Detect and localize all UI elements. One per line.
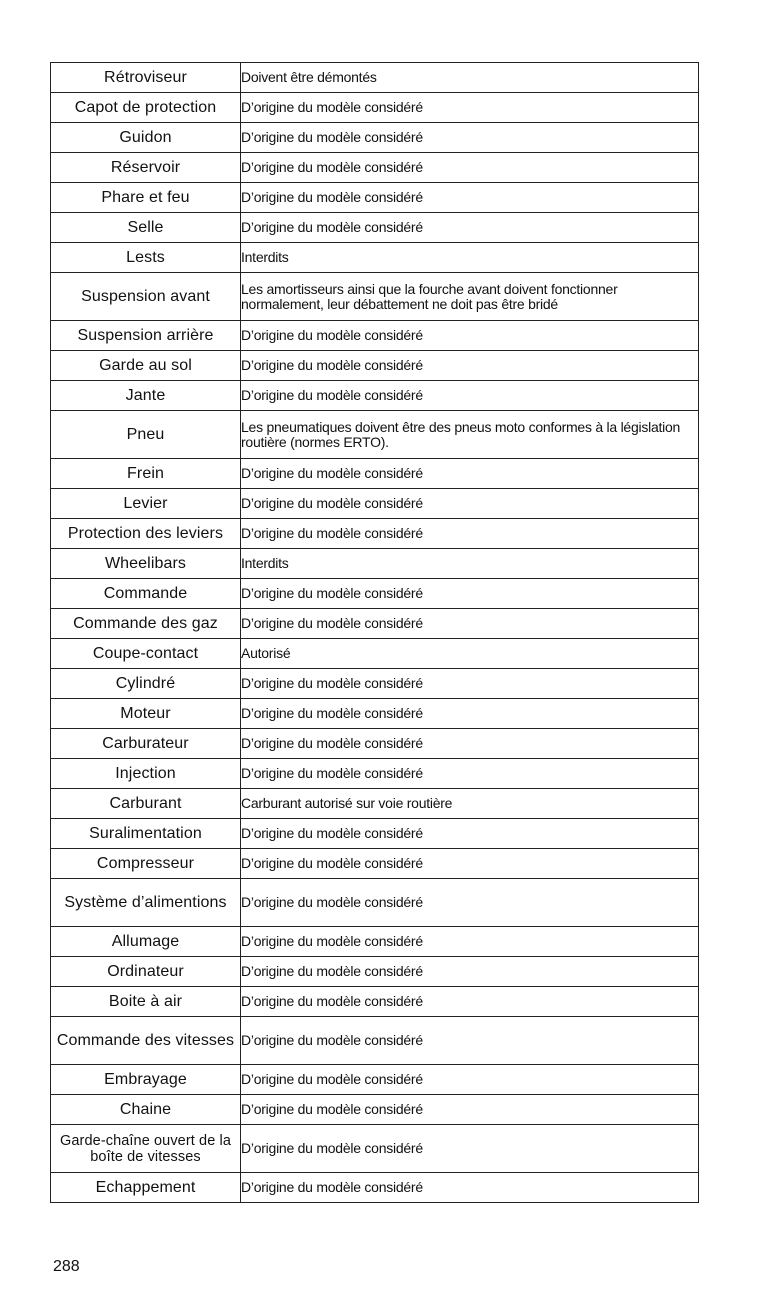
row-value: D’origine du modèle considéré [241,759,699,789]
row-label: Chaine [51,1095,241,1125]
table-row [51,153,699,183]
table-row [51,243,699,273]
table-row [51,123,699,153]
table-row [51,381,699,411]
table-row [51,699,699,729]
row-value: D’origine du modèle considéré [241,381,699,411]
table-row [51,1095,699,1125]
table-row [51,879,699,927]
table-row [51,759,699,789]
table-row [51,93,699,123]
table-row [51,183,699,213]
row-label: Commande des gaz [51,609,241,639]
row-value: D’origine du modèle considéré [241,927,699,957]
row-value: D’origine du modèle considéré [241,729,699,759]
table-row [51,549,699,579]
table-row [51,351,699,381]
row-label: Suralimentation [51,819,241,849]
row-value: D’origine du modèle considéré [241,699,699,729]
row-label: Suspension arrière [51,321,241,351]
row-value: Les amortisseurs ainsi que la fourche avant doivent fonctionner normalement, leur débattement ne doit pas être bridé [241,273,699,321]
table-row [51,1017,699,1065]
row-value: D’origine du modèle considéré [241,669,699,699]
table-row [51,459,699,489]
table-row [51,1065,699,1095]
row-label: Capot de protection [51,93,241,123]
row-value: D’origine du modèle considéré [241,879,699,927]
table-row [51,609,699,639]
row-label: Embrayage [51,1065,241,1095]
table-row [51,987,699,1017]
table-row [51,321,699,351]
row-label: Compresseur [51,849,241,879]
row-value: D’origine du modèle considéré [241,213,699,243]
row-value: D’origine du modèle considéré [241,609,699,639]
row-label: Frein [51,459,241,489]
row-label: Selle [51,213,241,243]
table-row [51,639,699,669]
row-label: Injection [51,759,241,789]
table-row [51,489,699,519]
table-row [51,819,699,849]
row-label: Echappement [51,1173,241,1203]
table-row [51,957,699,987]
row-value: Interdits [241,243,699,273]
row-value: D’origine du modèle considéré [241,123,699,153]
row-value: D’origine du modèle considéré [241,1065,699,1095]
row-value: Carburant autorisé sur voie routière [241,789,699,819]
row-label: Allumage [51,927,241,957]
row-label: Garde au sol [51,351,241,381]
row-label: Lests [51,243,241,273]
row-value: Les pneumatiques doivent être des pneus moto conformes à la législation routière (normes ERTO). [241,411,699,459]
row-value: D’origine du modèle considéré [241,1095,699,1125]
row-label: Garde-chaîne ouvert de la boîte de vitesses [51,1125,241,1173]
row-value: D’origine du modèle considéré [241,1017,699,1065]
row-value: D’origine du modèle considéré [241,489,699,519]
row-value: D’origine du modèle considéré [241,819,699,849]
table-row [51,273,699,321]
row-value: D’origine du modèle considéré [241,519,699,549]
row-label: Coupe-contact [51,639,241,669]
table-row [51,63,699,93]
row-label: Guidon [51,123,241,153]
row-label: Jante [51,381,241,411]
row-value: Interdits [241,549,699,579]
table-row [51,519,699,549]
row-label: Carburateur [51,729,241,759]
table-row [51,669,699,699]
row-label: Phare et feu [51,183,241,213]
row-label: Rétroviseur [51,63,241,93]
row-value: D’origine du modèle considéré [241,1125,699,1173]
table-row [51,1173,699,1203]
row-label: Moteur [51,699,241,729]
table-row [51,849,699,879]
specification-table [50,62,699,1203]
row-label: Boite à air [51,987,241,1017]
table-row [51,213,699,243]
row-label: Suspension avant [51,273,241,321]
row-value: Autorisé [241,639,699,669]
table-row [51,927,699,957]
row-label: Réservoir [51,153,241,183]
row-value: D’origine du modèle considéré [241,957,699,987]
table-row [51,579,699,609]
table-row [51,789,699,819]
row-label: Carburant [51,789,241,819]
row-label: Ordinateur [51,957,241,987]
row-value: D’origine du modèle considéré [241,351,699,381]
row-label: Protection des leviers [51,519,241,549]
row-value: D’origine du modèle considéré [241,849,699,879]
table-row [51,729,699,759]
row-value: D’origine du modèle considéré [241,459,699,489]
row-value: D’origine du modèle considéré [241,183,699,213]
row-value: D’origine du modèle considéré [241,1173,699,1203]
row-value: Doivent être démontés [241,63,699,93]
row-label: Wheelibars [51,549,241,579]
row-value: D’origine du modèle considéré [241,321,699,351]
row-value: D’origine du modèle considéré [241,153,699,183]
row-value: D’origine du modèle considéré [241,579,699,609]
row-label: Commande des vitesses [51,1017,241,1065]
table-row [51,1125,699,1173]
row-label: Pneu [51,411,241,459]
row-label: Système d’alimentions [51,879,241,927]
row-label: Levier [51,489,241,519]
page-number: 288 [53,1258,80,1275]
row-label: Cylindré [51,669,241,699]
row-label: Commande [51,579,241,609]
table-row [51,411,699,459]
row-value: D’origine du modèle considéré [241,987,699,1017]
row-value: D’origine du modèle considéré [241,93,699,123]
